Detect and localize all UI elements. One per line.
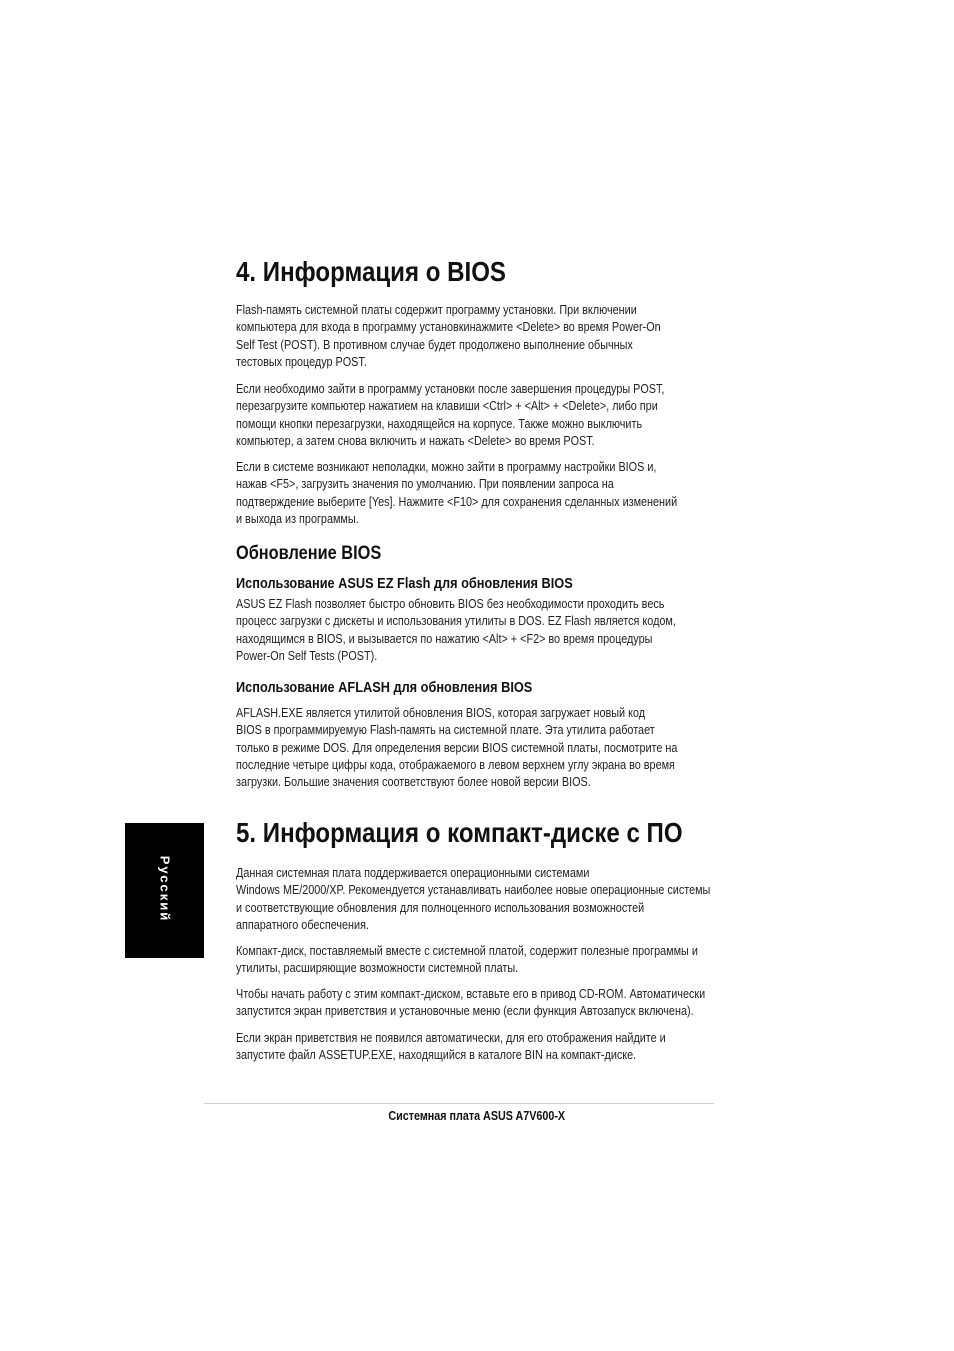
aflash-heading: Использование AFLASH для обновления BIOS [236, 680, 533, 696]
cd-paragraph-3 [236, 986, 707, 1021]
text-line: запустится экран приветствия и установочные меню (если функция Автозапуск включена). [236, 1004, 694, 1019]
footer [0, 1109, 954, 1123]
text-line: компьютер, а затем снова включить и нажать <Delete> во время POST. [236, 433, 595, 448]
text-line: запустите файл ASSETUP.EXE, находящийся в каталоге BIN на компакт-диске. [236, 1048, 637, 1063]
text-line: BIOS в программируемую Flash-память на системной плате. Эта утилита работает [236, 723, 655, 738]
text-line: AFLASH.EXE является утилитой обновления BIOS, которая загружает новый код [236, 706, 646, 720]
text-line: и соответствующие обновления для полноценного использования возможностей [236, 900, 645, 915]
text-line: утилиты, расширяющие возможности системной платы. [236, 961, 519, 976]
text-line: только в режиме DOS. Для определения версии BIOS системной платы, посмотрите на [236, 740, 678, 755]
text-line: Компакт-диск, поставляемый вместе с системной платой, содержит полезные программы и [236, 944, 698, 958]
text-line: Если необходимо зайти в программу установки после завершения процедуры POST, [236, 382, 665, 396]
text-line: нажав <F5>, загрузить значения по умолчанию. При появлении запроса на [236, 477, 614, 492]
text-line: загрузки. Большие значения соответствуют более новой версии BIOS. [236, 775, 591, 790]
section-bios-heading: 4. Информация о BIOS [236, 256, 506, 287]
cd-paragraph-4 [236, 1030, 707, 1065]
text-line: Если экран приветствия не появился автоматически, для его отображения найдите и [236, 1031, 666, 1045]
text-line: последние четыре цифры кода, отображаемого в левом верхнем углу экрана во время [236, 757, 675, 772]
bios-paragraph-2 [236, 381, 707, 450]
cd-paragraph-2 [236, 943, 707, 978]
bios-update-heading: Обновление BIOS [236, 543, 382, 564]
text-line: находящимся в BIOS, и вызывается по нажатию <Alt> + <F2> во время процедуры [236, 631, 653, 646]
text-line: процесс загрузки с дискеты и использования утилиты в DOS. EZ Flash является кодом, [236, 614, 676, 629]
ezflash-paragraph [236, 596, 707, 665]
text-line: Данная системная плата поддерживается операционными системами [236, 866, 590, 880]
language-side-tab [125, 823, 204, 958]
text-line: помощи кнопки перезагрузки, находящейся на корпусе. Также можно выключить [236, 416, 643, 431]
text-line: Self Test (POST). В противном случае будет продолжено выполнение обычных [236, 337, 633, 352]
text-line: подтверждение выберите [Yes]. Нажмите <F10> для сохранения сделанных изменений [236, 494, 678, 509]
text-line: компьютера для входа в программу установкинажмите <Delete> во время Power-On [236, 320, 661, 335]
text-line: и выхода из программы. [236, 511, 359, 526]
cd-paragraph-1 [236, 865, 711, 934]
text-line: перезагрузите компьютер нажатием на клавиши <Ctrl> + <Alt> + <Delete>, либо при [236, 399, 658, 414]
text-line: тестовых процедур POST. [236, 354, 367, 369]
footer-text: Системная плата ASUS A7V600-X [388, 1109, 566, 1123]
text-line: Power-On Self Tests (POST). [236, 648, 378, 663]
section-cd-heading: 5. Информация о компакт-диске с ПО [236, 817, 683, 848]
language-tab-label: Русский [157, 855, 173, 923]
ezflash-heading: Использование ASUS EZ Flash для обновления BIOS [236, 576, 573, 592]
text-line: Windows ME/2000/XP. Рекомендуется устанавливать наиболее новые операционные системы [236, 883, 711, 898]
text-line: Flash-память системной платы содержит программу установки. При включении [236, 303, 637, 317]
bios-paragraph-3 [236, 459, 707, 528]
text-line: Чтобы начать работу с этим компакт-диском, вставьте его в привод CD-ROM. Автоматически [236, 987, 706, 1001]
text-line: ASUS EZ Flash позволяет быстро обновить BIOS без необходимости проходить весь [236, 597, 665, 611]
footer-divider [204, 1103, 714, 1104]
text-line: Если в системе возникают неполадки, можно зайти в программу настройки BIOS и, [236, 460, 657, 474]
aflash-paragraph [236, 705, 707, 791]
text-line: аппаратного обеспечения. [236, 917, 369, 932]
bios-paragraph-1 [236, 302, 707, 371]
